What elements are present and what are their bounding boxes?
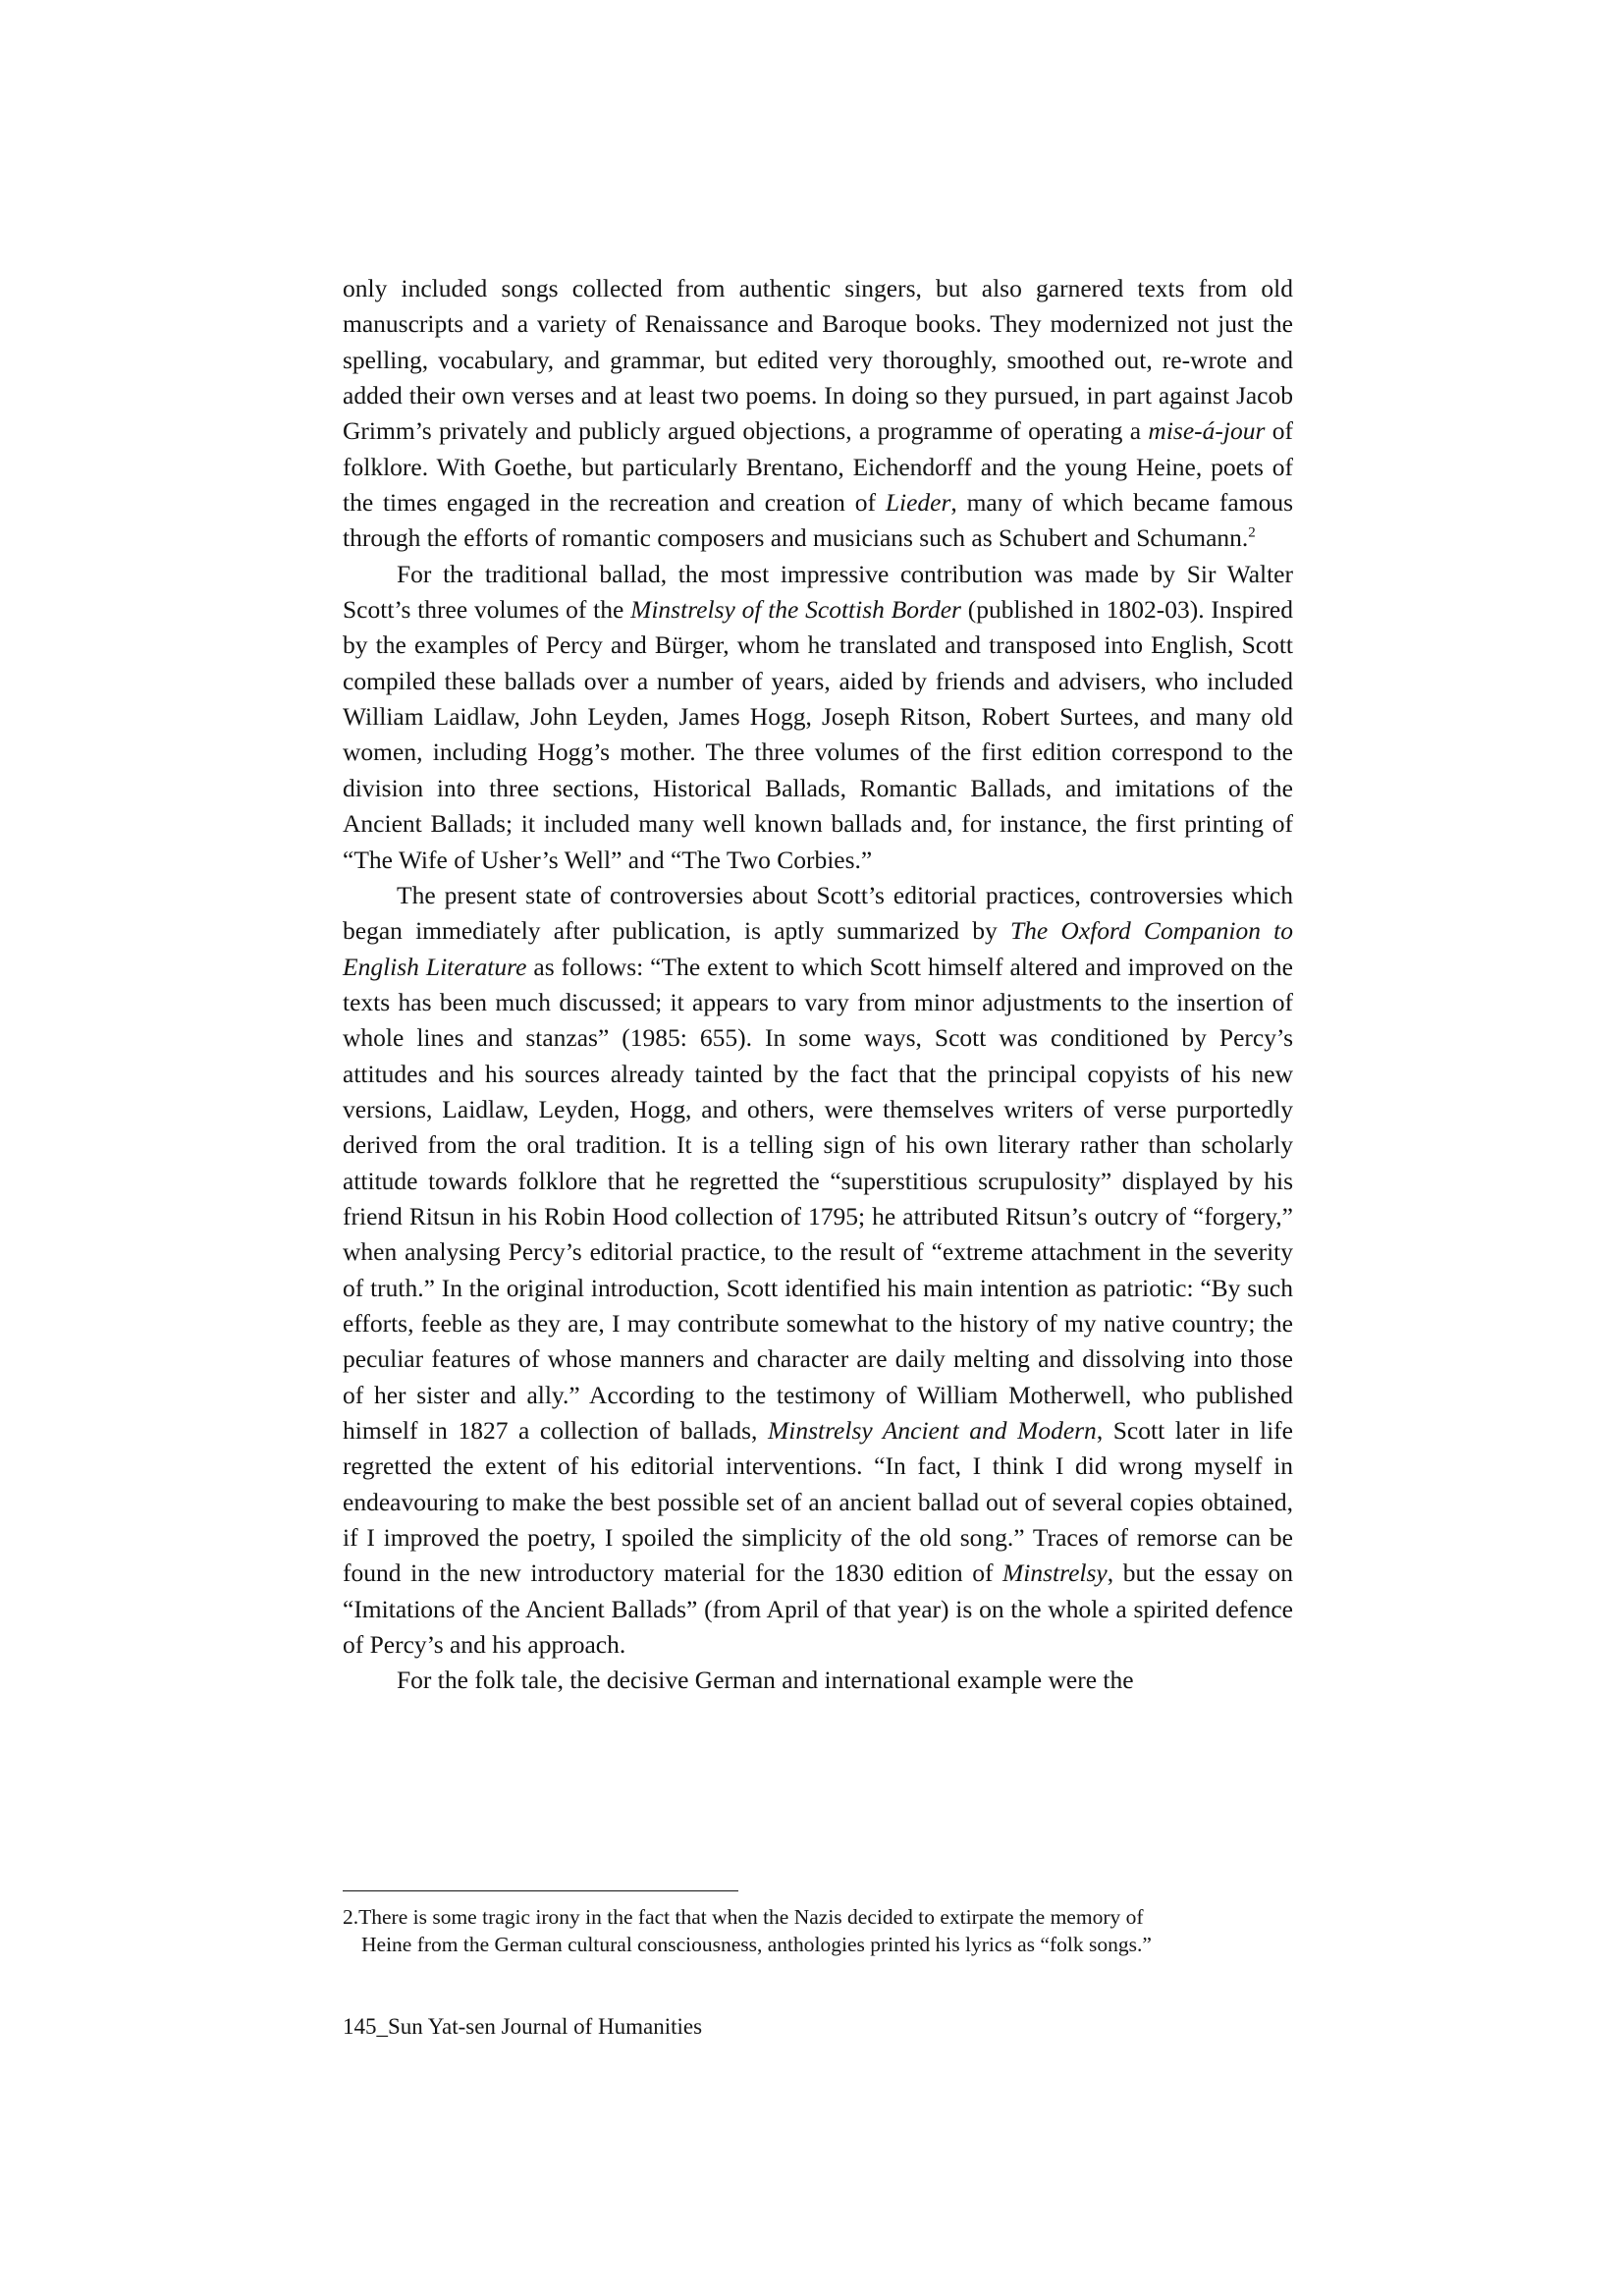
italic-title: Lieder — [885, 488, 951, 518]
italic-title: mise-á-jour — [1148, 416, 1266, 446]
text-run: (published in 1802-03). Inspired by the examples of Percy and Bürger, whom he translated and transposed into English, Scott compiled these ballads over a number of years, aided by friends and advisers, who included William Laidlaw, John Leyden, James Hogg, Joseph Ritson, Robert Surtees, and many old women, including Hogg’s mother. The three volumes of the first edition correspond to the division into three sections, Historical Ballads, Romantic Ballads, and imitations of the Ancient Ballads; it included many well known ballads and, for instance, the first printing of “The Wife of Usher’s Well” and “The Two Corbies.” — [343, 595, 1293, 874]
text-run: The present state of controversies about Scott’s editorial practices, controversies which began immediately after publication, is aptly summarized by — [343, 880, 1293, 946]
italic-title: The Oxford Companion to English Literature — [343, 916, 1293, 981]
text-run: of folklore. With Goethe, but particularly Brentano, Eichendorff and the young Heine, poets of the times engaged in the recreation and creation of — [343, 416, 1294, 518]
page-footer: 145_Sun Yat-sen Journal of Humanities — [343, 2014, 703, 2039]
footnote-separator — [343, 1890, 738, 1891]
paragraph-scott-ballads — [343, 557, 1293, 878]
footnote-line-2: Heine from the German cultural consciousness, anthologies printed his lyrics as “folk songs.” — [361, 1933, 1152, 1956]
text-run: For the folk tale, the decisive German and international example were the — [397, 1666, 1134, 1695]
footnote — [343, 1903, 1293, 1958]
paragraph-continued — [343, 271, 1293, 557]
text-run: , many of which became famous through the efforts of romantic composers and musicians such as Schubert and Schumann. — [343, 488, 1293, 553]
italic-title: Minstrelsy Ancient and Modern — [768, 1416, 1097, 1445]
article-body — [343, 271, 1293, 1699]
footnote-line-1: 2.There is some tragic irony in the fact that when the Nazis decided to extirpate the memory of — [343, 1905, 1144, 1929]
text-run: only included songs collected from authentic singers, but also garnered texts from old manuscripts and a variety of Renaissance and Baroque books. They modernized not just the spelling, vocabulary, and grammar, but edited very thoroughly, smoothed out, re-wrote and added their own verses and at least two poems. In doing so they pursued, in part against Jacob Grimm’s privately and publicly argued objections, a programme of operating a — [343, 274, 1293, 446]
footnote-reference: 2 — [1248, 524, 1256, 541]
text-run: For the traditional ballad, the most impressive contribution was made by Sir Walter Scott’s three volumes of the — [343, 559, 1293, 625]
paragraph-folk-tale — [343, 1663, 1293, 1698]
italic-title: Minstrelsy of the Scottish Border — [630, 595, 961, 625]
paragraph-editorial-controversy — [343, 878, 1293, 1664]
text-run: , but the essay on “Imitations of the Ancient Ballads” (from April of that year) is on the whole a spirited defence of Percy’s and his approach. — [343, 1558, 1293, 1660]
text-run: as follows: “The extent to which Scott himself altered and improved on the texts has been much discussed; it appears to vary from minor adjustments to the insertion of whole lines and stanzas” (1985: 655). In some ways, Scott was conditioned by Percy’s attitudes and his sources already tainted by the fact that the principal copyists of his new versions, Laidlaw, Leyden, Hogg, and others, were themselves writers of verse purportedly derived from the oral tradition. It is a telling sign of his own literary rather than scholarly attitude towards folklore that he regretted the “superstitious scrupulosity” displayed by his friend Ritsun in his Robin Hood collection of 1795; he attributed Ritsun’s outcry of “forgery,” when analysing Percy’s editorial practice, to the result of “extreme attachment in the severity of truth.” In the original introduction, Scott identified his main intention as patriotic: “By such efforts, feeble as they are, I may contribute somewhat to the history of my native country; the peculiar features of whose manners and character are daily melting and dissolving into those of her sister and ally.” According to the testimony of William Motherwell, who published himself in 1827 a collection of ballads, — [343, 952, 1293, 1445]
italic-title: Minstrelsy — [1002, 1558, 1108, 1588]
text-run: , Scott later in life regretted the extent of his editorial interventions. “In fact, I think I did wrong myself in endeavouring to make the best possible set of an ancient ballad out of several copies obtained, if I improved the poetry, I spoiled the simplicity of the old song.” Traces of remorse can be found in the new introductory material for the 1830 edition of — [343, 1416, 1293, 1588]
